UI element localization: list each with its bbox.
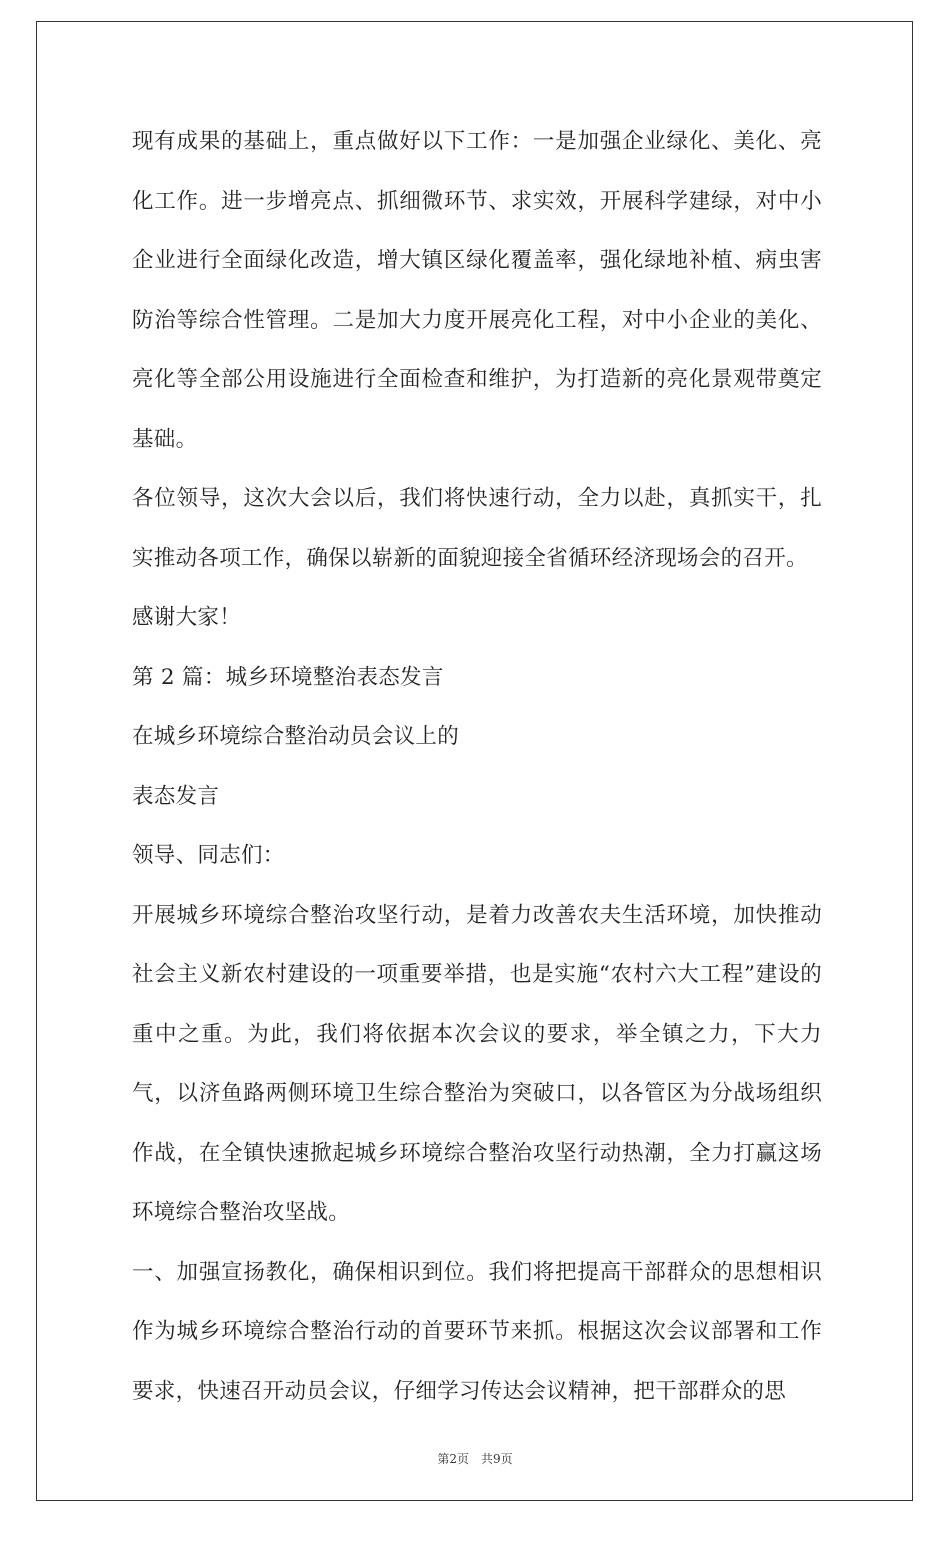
paragraph-2: 各位领导，这次大会以后，我们将快速行动，全力以赴，真抓实干，扎实推动各项工作，确保以崭新的面貌迎接全省循环经济现场会的召开。 (132, 486, 822, 571)
paragraph-4: 开展城乡环境综合整治攻坚行动，是着力改善农夫生活环境，加快推动社会主义新农村建设的一项重要举措，也是实施“农村六大工程”建设的重中之重。为此，我们将依据本次会议的要求，举全镇之力，下大力气，以济鱼路两侧环境卫生综合整治为突破口，以各管区为分战场组织作战，在全镇快速掀起城乡环境综合整治攻坚行动热潮，全力打赢这场环境综合整治攻坚战。 (132, 902, 822, 1225)
page-number-footer: 第2页 共9页 (437, 1452, 513, 1466)
paragraph-1: 现有成果的基础上，重点做好以下工作：一是加强企业绿化、美化、亮化工作。进一步增亮点、抓细微环节、求实效，开展科学建绿，对中小企业进行全面绿化改造，增大镇区绿化覆盖率，强化绿地补植、病虫害防治等综合性管理。二是加大力度开展亮化工程，对中小企业的美化、亮化等全部公用设施进行全面检查和维护，为打造新的亮化景观带奠定基础。 (132, 129, 822, 452)
paragraph-3: 感谢大家！ (132, 605, 242, 630)
speech-title-line-1: 在城乡环境综合整治动员会议上的 (132, 724, 460, 749)
salutation: 领导、同志们： (132, 843, 285, 868)
document-body (132, 112, 822, 1421)
paragraph-5: 一、加强宣扬教化，确保相识到位。我们将把提高干部群众的思想相识作为城乡环境综合整治行动的首要环节来抓。根据这次会议部署和工作要求，快速召开动员会议，仔细学习传达会议精神，把干部群众的思 (132, 1259, 822, 1404)
section-heading: 第 2 篇：城乡环境整治表态发言 (132, 664, 444, 690)
speech-title-line-2: 表态发言 (132, 783, 220, 809)
